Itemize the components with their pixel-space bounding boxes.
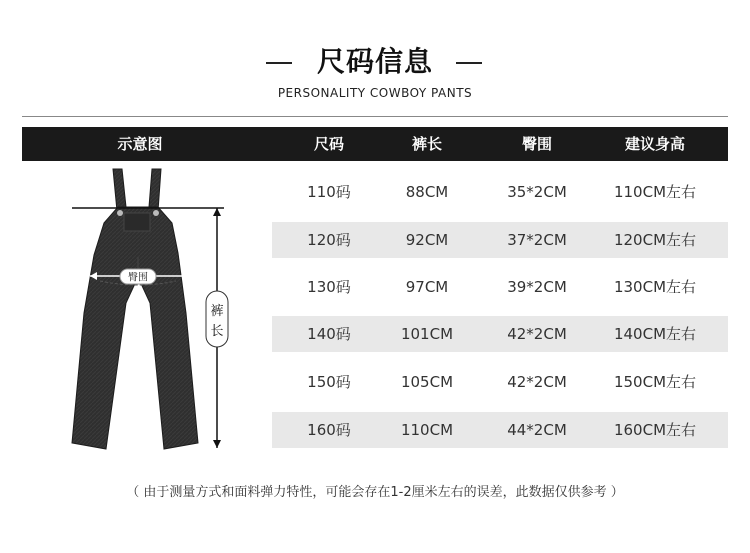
cell-size: 140码 — [307, 325, 351, 343]
size-table-header — [22, 127, 728, 161]
table-row — [272, 412, 728, 448]
cell-hip: 42*2CM — [507, 373, 567, 391]
cell-hip: 35*2CM — [507, 183, 567, 201]
col-header-hip: 臀围 — [521, 135, 552, 153]
page-subtitle: PERSONALITY COWBOY PANTS — [277, 86, 473, 100]
cell-height: 160CM左右 — [613, 421, 697, 439]
table-row — [272, 316, 728, 352]
table-row — [272, 174, 728, 210]
cell-size: 160码 — [307, 421, 351, 439]
cell-height: 130CM左右 — [613, 278, 697, 296]
length-label-char1: 裤 — [210, 304, 224, 319]
measurement-note: （ 由于测量方式和面料弹力特性，可能会存在1-2厘米左右的误差，此数据仅供参考 ） — [126, 485, 624, 500]
title-row — [0, 40, 750, 80]
table-row — [272, 364, 728, 400]
overalls-diagram — [60, 163, 260, 463]
length-label-char2: 长 — [210, 324, 224, 339]
cell-length: 92CM — [405, 231, 449, 249]
table-row — [272, 269, 728, 305]
col-header-height: 建议身高 — [624, 135, 685, 153]
cell-length: 110CM — [400, 421, 454, 439]
cell-size: 130码 — [307, 278, 351, 296]
cell-height: 110CM左右 — [613, 183, 697, 201]
title-rule-right — [456, 62, 482, 64]
hip-label: 臀围 — [128, 272, 148, 284]
length-measure — [206, 208, 228, 448]
col-header-length: 裤长 — [411, 135, 442, 153]
page-title: 尺码信息 — [316, 45, 433, 78]
cell-hip: 42*2CM — [507, 325, 567, 343]
table-row — [272, 222, 728, 258]
cell-size: 150码 — [307, 373, 351, 391]
col-header-diagram: 示意图 — [117, 135, 163, 153]
cell-length: 88CM — [405, 183, 449, 201]
divider-line — [22, 116, 728, 117]
cell-height: 150CM左右 — [613, 373, 697, 391]
cell-hip: 37*2CM — [507, 231, 567, 249]
cell-size: 120码 — [307, 231, 351, 249]
cell-length: 97CM — [405, 278, 449, 296]
overalls-icon — [72, 169, 198, 449]
cell-length: 105CM — [400, 373, 454, 391]
cell-height: 120CM左右 — [613, 231, 697, 249]
cell-length: 101CM — [400, 325, 454, 343]
cell-height: 140CM左右 — [613, 325, 697, 343]
col-header-size: 尺码 — [313, 135, 344, 153]
cell-hip: 39*2CM — [507, 278, 567, 296]
cell-hip: 44*2CM — [507, 421, 567, 439]
cell-size: 110码 — [307, 183, 351, 201]
